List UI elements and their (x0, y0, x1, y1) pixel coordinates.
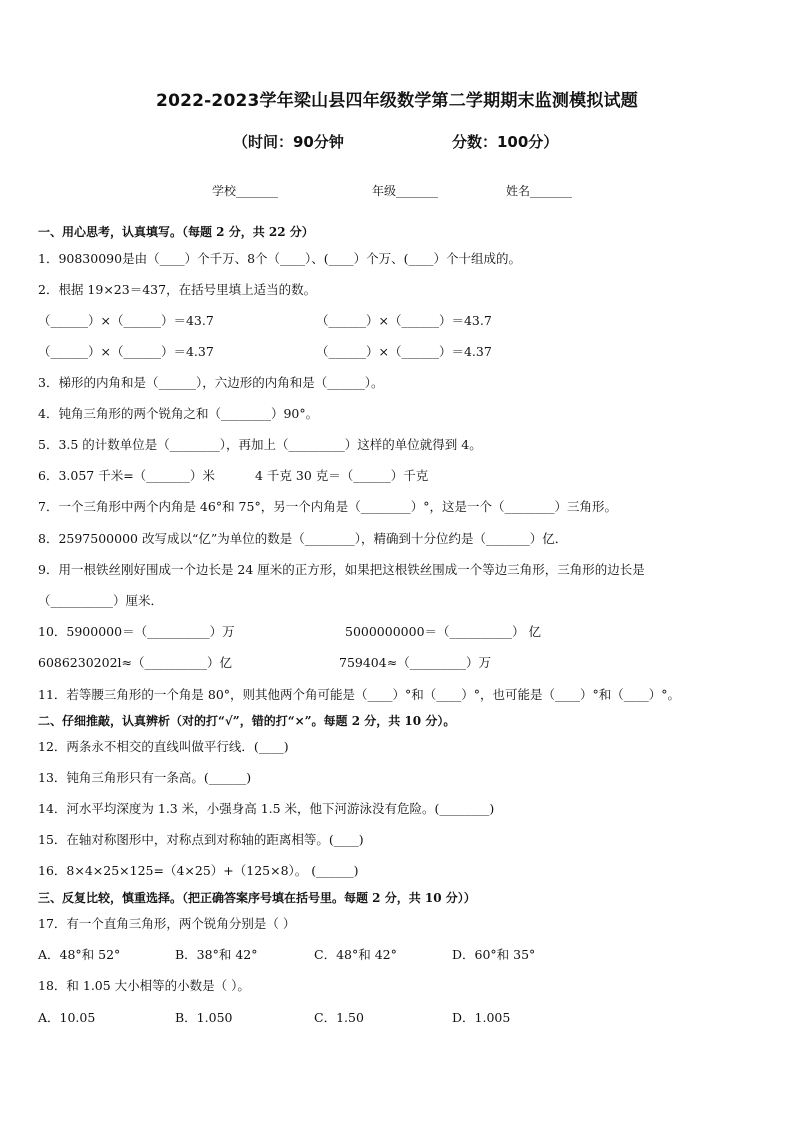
question-9: 9．用一根铁丝刚好围成一个边长是 24 厘米的正方形，如果把这根铁丝围成一个等边三角形，三角形的边长是 (38, 562, 645, 577)
question-2-item-b: （______）×（______）＝43.7 (316, 313, 492, 328)
question-9-continued: （__________）厘米． (38, 593, 164, 608)
school-field: 学校_______ (212, 184, 279, 198)
question-6-part-b: 4 千克 30 克＝（______）千克 (255, 468, 429, 483)
question-8: 8．2597500000 改写成以“亿”为单位的数是（________），精确到十分位约是（_______）亿． (38, 531, 568, 546)
question-10-part-d: 759404≈（_________）万 (339, 655, 491, 670)
name-field: 姓名_______ (506, 184, 573, 198)
question-5: 5．3.5 的计数单位是（________），再加上（_________）这样的单位就得到 4。 (38, 437, 482, 452)
section-heading-3: 三、反复比较，慎重选择。（把正确答案序号填在括号里。每题 2 分，共 10 分）） (38, 891, 476, 905)
question-12: 12．两条永不相交的直线叫做平行线．(____) (38, 739, 289, 754)
section-heading-1: 一、用心思考，认真填写。（每题 2 分，共 22 分） (38, 225, 314, 239)
question-3: 3．梯形的内角和是（______），六边形的内角和是（______）。 (38, 375, 384, 390)
question-18-option-d: D．1.005 (452, 1010, 511, 1025)
question-16: 16．8×4×25×125=（4×25）+（125×8）。 (______) (38, 863, 359, 878)
page-title: 2022-2023学年梁山县四年级数学第二学期期末监测模拟试题 (156, 91, 638, 111)
question-2: 2．根据 19×23＝437，在括号里填上适当的数。 (38, 282, 317, 297)
grade-field: 年级_______ (372, 184, 439, 198)
question-11: 11．若等腰三角形的一个角是 80°，则其他两个角可能是（____）°和（____）°，也可能是（____）°和（____）°。 (38, 687, 681, 702)
question-18-option-a: A．10.05 (38, 1010, 96, 1025)
question-7: 7．一个三角形中两个内角是 46°和 75°，另一个内角是（________）°，这是一个（________）三角形。 (38, 499, 617, 514)
question-17-option-d: D．60°和 35° (452, 947, 536, 962)
exam-time: （时间：90分钟 (233, 133, 344, 151)
question-17-option-a: A．48°和 52° (38, 947, 121, 962)
question-1: 1．90830090是由（____）个千万、8个（____）、(____）个万、(____）个十组成的。 (38, 251, 522, 266)
question-17-option-c: C．48°和 42° (314, 947, 397, 962)
question-18: 18．和 1.05 大小相等的小数是（ ）。 (38, 978, 250, 993)
question-15: 15．在轴对称图形中，对称点到对称轴的距离相等。(____) (38, 832, 364, 847)
question-2-item-a: （______）×（______）＝43.7 (38, 313, 214, 328)
question-17: 17．有一个直角三角形，两个锐角分别是（ ） (38, 916, 296, 931)
question-2-item-c: （______）×（______）＝4.37 (38, 344, 214, 359)
exam-score: 分数：100分） (452, 133, 559, 151)
question-14: 14．河水平均深度为 1.3 米，小强身高 1.5 米，他下河游泳没有危险。(________) (38, 801, 495, 816)
question-18-option-b: B．1.050 (175, 1010, 233, 1025)
question-10-part-b: 5000000000＝（__________） 亿 (345, 624, 542, 639)
question-4: 4．钝角三角形的两个锐角之和（________）90°。 (38, 406, 319, 421)
question-17-option-b: B．38°和 42° (175, 947, 258, 962)
question-6-part-a: 6．3.057 千米=（_______）米 (38, 468, 215, 483)
question-13: 13．钝角三角形只有一条高。(______) (38, 770, 252, 785)
question-18-option-c: C．1.50 (314, 1010, 364, 1025)
question-2-item-d: （______）×（______）＝4.37 (316, 344, 492, 359)
question-10-part-a: 10．5900000＝（__________）万 (38, 624, 235, 639)
section-heading-2: 二、仔细推敲，认真辨析（对的打“√”，错的打“×”。每题 2 分，共 10 分）。 (38, 714, 456, 728)
question-10-part-c: 6086230202l≈（__________）亿 (38, 655, 233, 670)
